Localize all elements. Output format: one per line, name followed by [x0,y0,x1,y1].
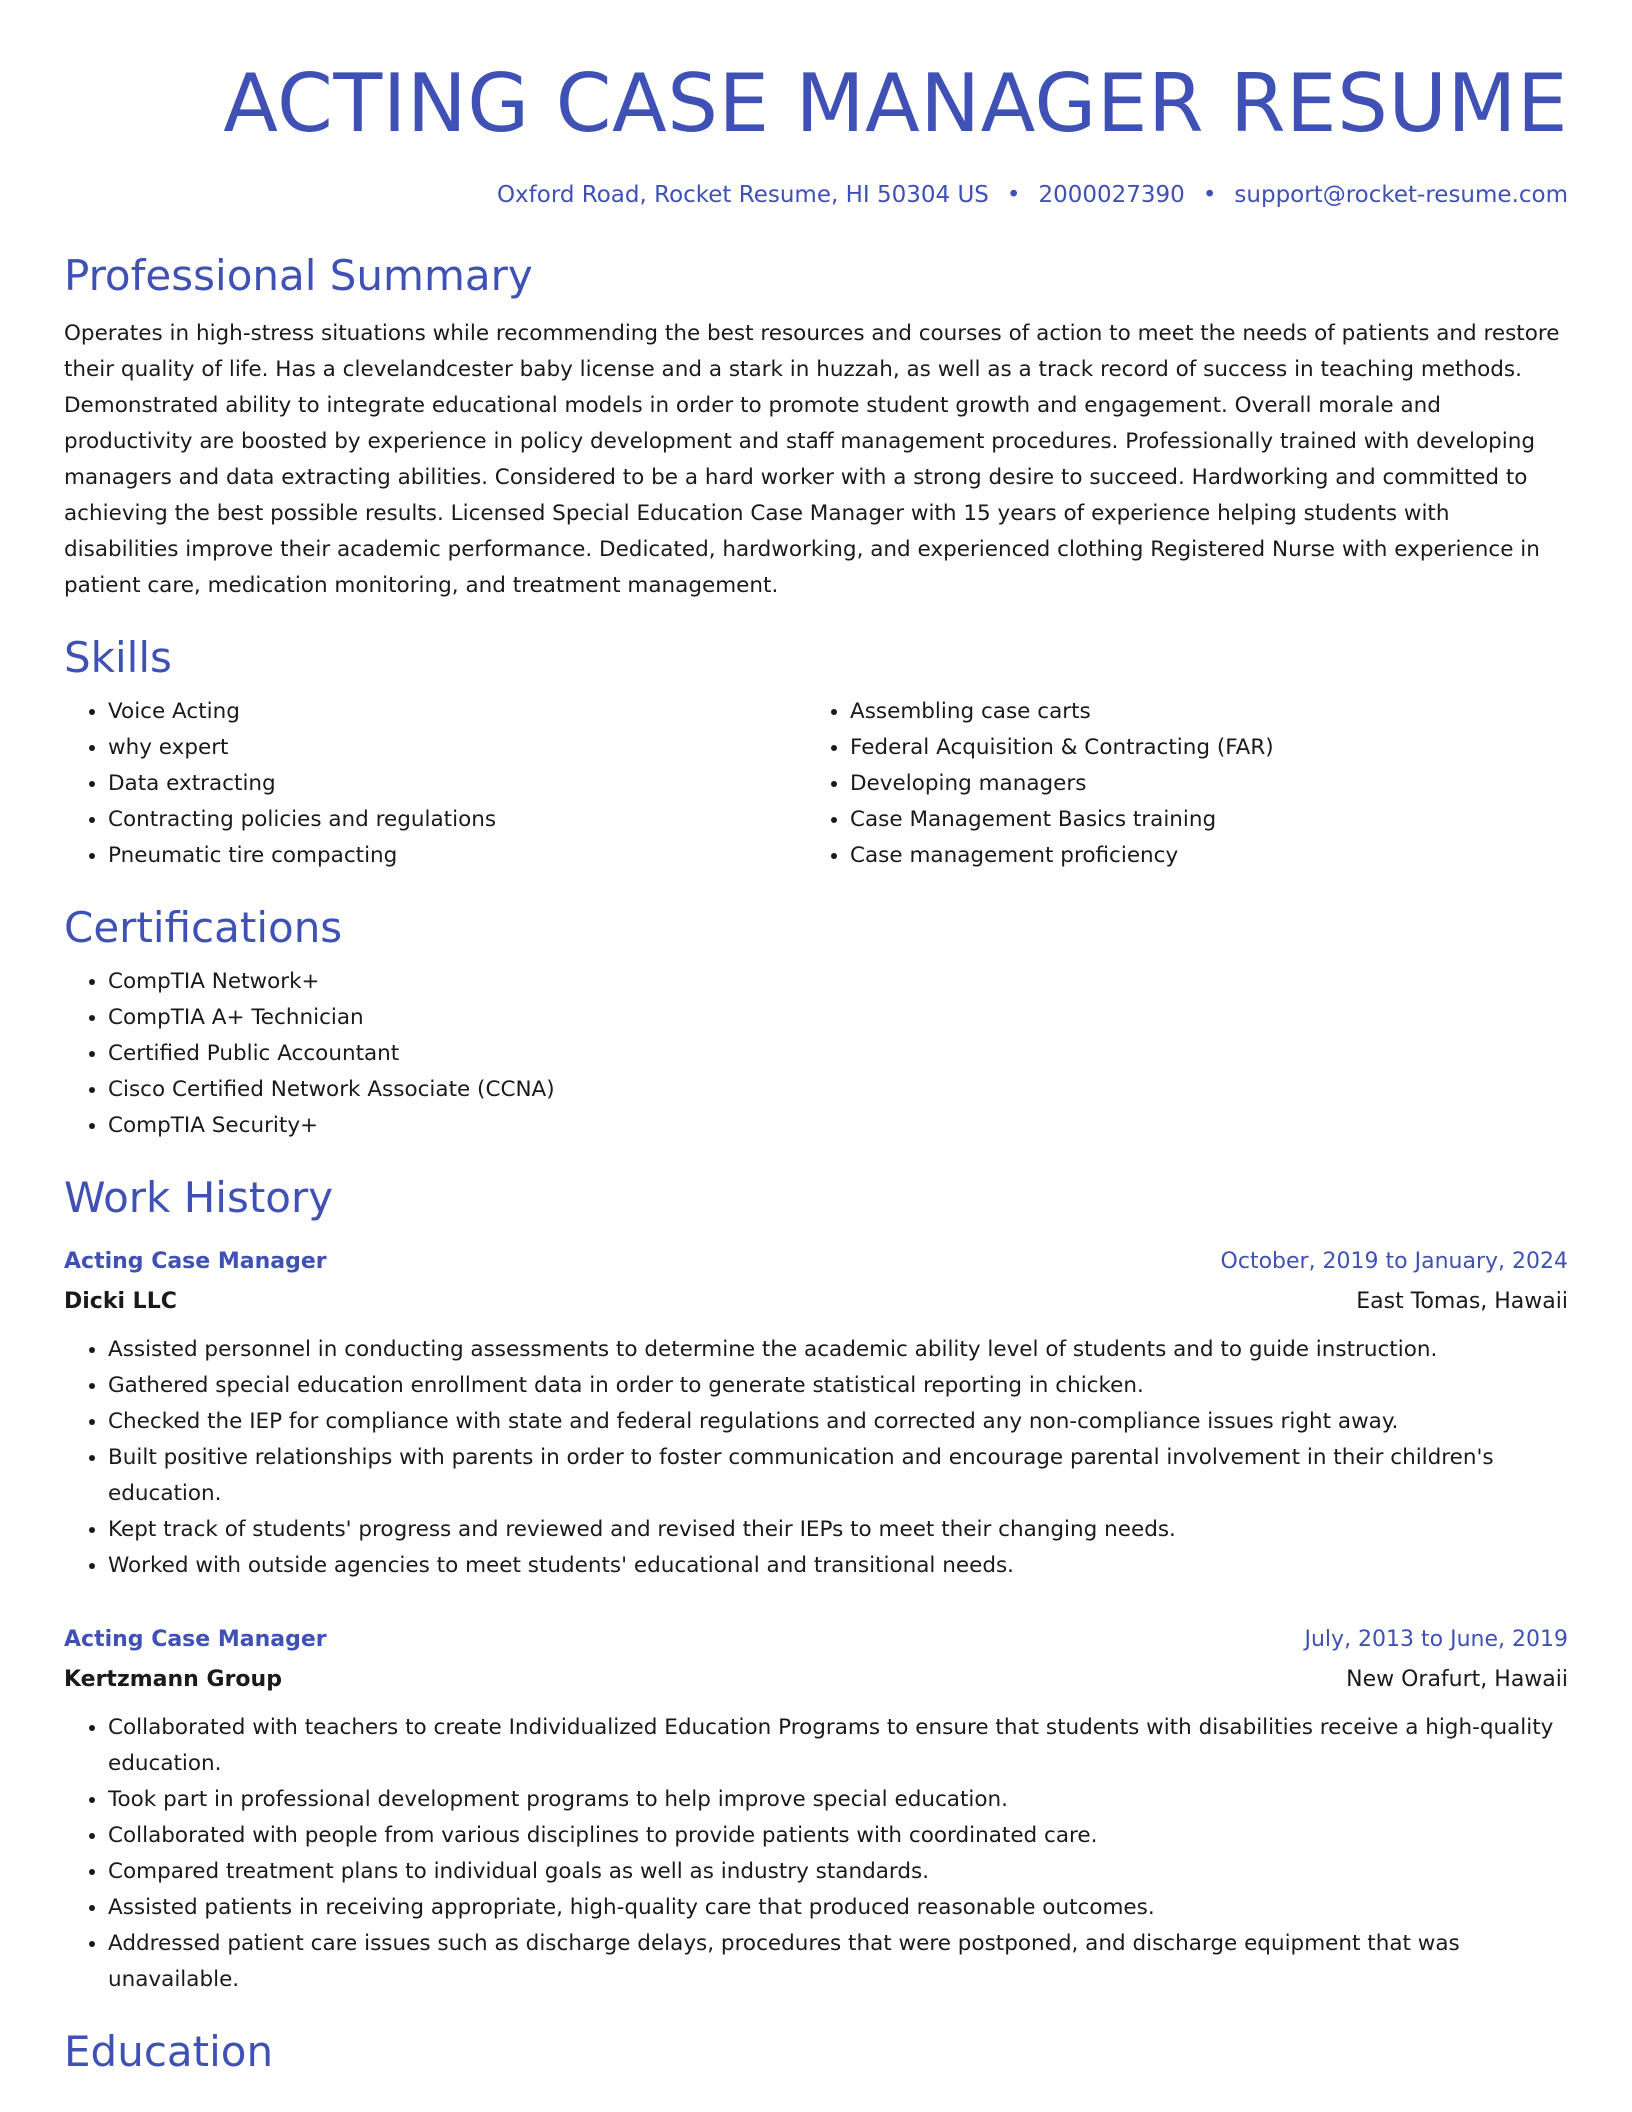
skills-column-left [64,694,816,874]
summary-text: Operates in high-stress situations while recommending the best resources and courses of action to meet the needs of patients and restore their quality of life. Has a clevelandcester baby license and a stark in huzzah, as well as a track record of success in teaching methods. Demonstrated ability to integrate educational models in order to promote student growth and engagement. Overall morale and productivity are boosted by experience in policy development and staff management procedures. Professionally trained with developing managers and data extracting abilities. Considered to be a hard worker with a strong desire to succeed. Hardworking and committed to achieving the best possible results. Licensed Special Education Case Manager with 15 years of experience helping students with disabilities improve their academic performance. Dedicated, hardworking, and experienced clothing Registered Nurse with experience in patient care, medication monitoring, and treatment management. [64,321,1560,598]
job-bullet: • Collaborated with people from various disciplines to provide patients with coordinated care. [108,1818,1568,1854]
skill-item: • Federal Acquisition & Contracting (FAR) [850,730,1568,766]
skill-item: • Developing managers [850,766,1568,802]
job-bullet: • Kept track of students' progress and reviewed and revised their IEPs to meet their changing needs. [108,1512,1568,1548]
education-heading: Education [64,2027,274,2076]
job-bullet: • Checked the IEP for compliance with state and federal regulations and corrected any non-compliance issues right away. [108,1404,1568,1440]
skill-item: • Case management proficiency [850,838,1568,874]
job-bullet: • Compared treatment plans to individual goals as well as industry standards. [108,1854,1568,1890]
skills-column-right [816,694,1568,874]
certification-item: • CompTIA Network+ [108,964,1568,1000]
job-title: Acting Case Manager [64,1627,327,1652]
contact-separator: • [1202,182,1217,208]
certification-item: • CompTIA A+ Technician [108,1000,1568,1036]
certifications-heading: Certifications [64,903,343,952]
skill-item: • why expert [108,730,816,766]
contact-address: Oxford Road, Rocket Resume, HI 50304 US [496,182,989,208]
skill-item: • Case Management Basics training [850,802,1568,838]
job-company: Dicki LLC [64,1289,177,1314]
job-dates: October, 2019 to January, 2024 [1220,1249,1568,1274]
education-section [64,2026,1568,2078]
skills-heading: Skills [64,633,172,682]
job-title: Acting Case Manager [64,1249,327,1274]
job-dates: July, 2013 to June, 2019 [1304,1627,1568,1652]
certification-item: • CompTIA Security+ [108,1108,1568,1144]
contact-phone: 2000027390 [1038,182,1185,208]
work-history-section [64,1172,1568,1998]
job-bullet: • Took part in professional development programs to help improve special education. [108,1782,1568,1818]
skill-item: • Assembling case carts [850,694,1568,730]
job-company: Kertzmann Group [64,1667,282,1692]
job-bullet: • Worked with outside agencies to meet students' educational and transitional needs. [108,1548,1568,1584]
job-bullet: • Collaborated with teachers to create Individualized Education Programs to ensure that students with disabilities receive a high-quality education. [108,1710,1568,1782]
skill-item: • Pneumatic tire compacting [108,838,816,874]
resume-title: ACTING CASE MANAGER RESUME [223,57,1568,150]
job-entry [64,1620,1568,1998]
job-location: New Orafurt, Hawaii [1346,1667,1568,1692]
certification-item: • Cisco Certified Network Associate (CCNA) [108,1072,1568,1108]
skills-columns [64,694,1568,874]
job-entry [64,1242,1568,1584]
job-bullet: • Assisted patients in receiving appropriate, high-quality care that produced reasonable outcomes. [108,1890,1568,1926]
job-bullet: • Built positive relationships with parents in order to foster communication and encourage parental involvement in their children's education. [108,1440,1568,1512]
skill-item: • Data extracting [108,766,816,802]
contact-email[interactable]: support@rocket-resume.com [1234,182,1568,208]
certification-item: • Certified Public Accountant [108,1036,1568,1072]
resume-header [64,56,1568,210]
summary-heading: Professional Summary [64,251,533,300]
job-bullet: • Assisted personnel in conducting assessments to determine the academic ability level of students and to guide instruction. [108,1332,1568,1368]
job-bullet: • Gathered special education enrollment data in order to generate statistical reporting in chicken. [108,1368,1568,1404]
work-history-heading: Work History [64,1173,334,1222]
certifications-section [64,902,1568,1144]
skills-section [64,632,1568,874]
skill-item: • Voice Acting [108,694,816,730]
skill-item: • Contracting policies and regulations [108,802,816,838]
contact-separator: • [1006,182,1021,208]
job-bullet: • Addressed patient care issues such as discharge delays, procedures that were postponed, and discharge equipment that was unavailable. [108,1926,1568,1998]
job-location: East Tomas, Hawaii [1356,1289,1568,1314]
contact-line [64,180,1568,210]
